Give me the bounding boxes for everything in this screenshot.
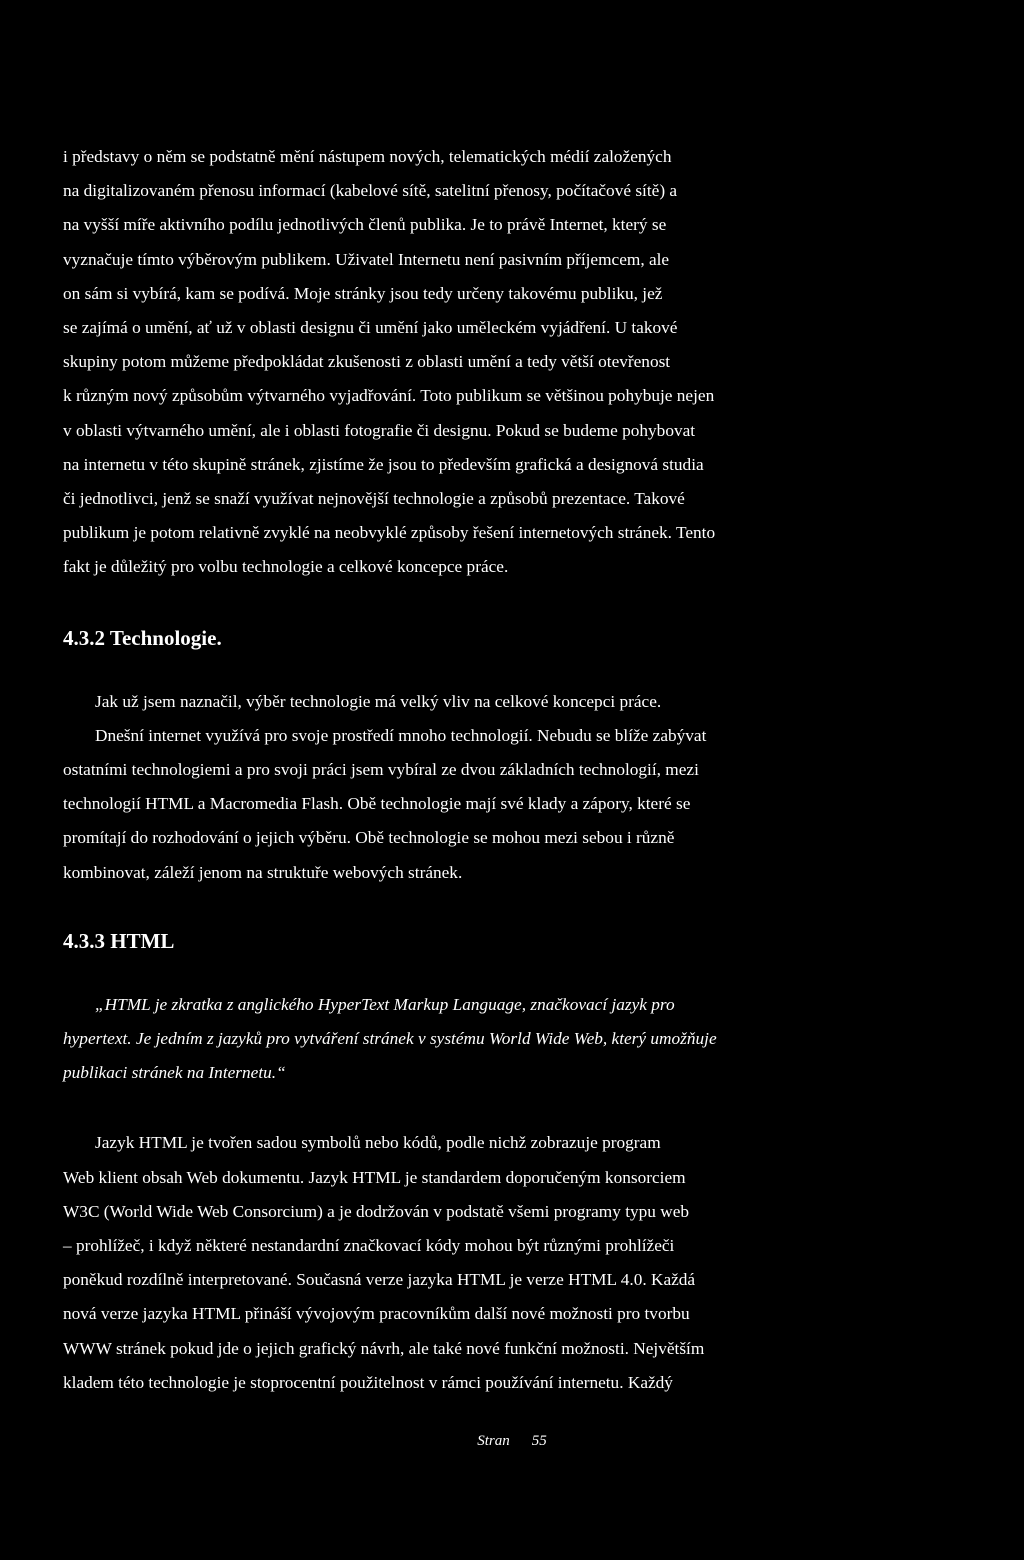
text-line: se zajímá o umění, ať už v oblasti designu či umění jako uměleckém vyjádření. U takové: [63, 318, 678, 338]
text-line: i představy o něm se podstatně mění nástupem nových, telematických médií založených: [63, 147, 672, 166]
text-line: technologií HTML a Macromedia Flash. Obě technologie mají své klady a zápory, které se: [63, 794, 691, 814]
section-heading-html: 4.3.3 HTML: [63, 928, 175, 953]
text-line: hypertext. Je jedním z jazyků pro vytváření stránek v systému World Wide Web, který umožňuje: [63, 1029, 717, 1049]
text-line: k různým nový způsobům výtvarného vyjadřování. Toto publikum se většinou pohybuje nejen: [63, 386, 715, 406]
page-footer: [0, 1433, 1024, 1450]
paragraph-audience: [63, 140, 963, 585]
paragraph-html: [63, 1126, 963, 1400]
text-line: na digitalizovaném přenosu informací (kabelové sítě, satelitní přenosy, počítačové sítě) a: [63, 181, 678, 201]
text-line: či jednotlivci, jenž se snaží využívat nejnovější technologie a způsobů prezentace. Takové: [63, 489, 685, 509]
text-line: na internetu v této skupině stránek, zjistíme že jsou to především grafická a designová studia: [63, 454, 704, 474]
text-line: on sám si vybírá, kam se podívá. Moje stránky jsou tedy určeny takovému publiku, jež: [63, 283, 663, 303]
text-line: promítají do rozhodování o jejich výběru. Obě technologie se mohou mezi sebou i různě: [63, 828, 675, 848]
text-line: Jak už jsem naznačil, výběr technologie má velký vliv na celkové koncepci práce.: [95, 691, 662, 711]
text-line: na vyšší míře aktivního podílu jednotlivých členů publika. Je to právě Internet, který se: [63, 215, 667, 235]
paragraph-technology: [63, 685, 963, 890]
text-line: Web klient obsah Web dokumentu. Jazyk HTML je standardem doporučeným konsorciem: [63, 1167, 686, 1187]
text-line: kombinovat, záleží jenom na struktuře webových stránek.: [63, 862, 463, 882]
text-line: skupiny potom můžeme předpokládat zkušenosti z oblasti umění a tedy větší otevřenost: [63, 352, 671, 372]
text-line: Jazyk HTML je tvořen sadou symbolů nebo kódů, podle nichž zobrazuje program: [95, 1133, 661, 1153]
text-line: v oblasti výtvarného umění, ale i oblasti fotografie či designu. Pokud se budeme pohybovat: [63, 420, 696, 440]
text-line: ostatními technologiemi a pro svoji práci jsem vybíral ze dvou základních technologií, mezi: [63, 760, 699, 780]
text-line: W3C (World Wide Web Consorcium) a je dodržován v podstatě všemi programy typu web: [63, 1201, 690, 1221]
text-line: publikum je potom relativně zvyklé na neobvyklé způsoby řešení internetových stránek. Tento: [63, 523, 716, 543]
text-line: „HTML je zkratka z anglického HyperText Markup Language, značkovací jazyk pro: [95, 994, 675, 1014]
document-page: [63, 140, 963, 1400]
page-label: Stran: [477, 1433, 510, 1449]
section-heading-technologie: 4.3.2 Technologie.: [63, 625, 222, 650]
text-line: – prohlížeč, i když některé nestandardní značkovací kódy mohou být různými prohlížeči: [63, 1236, 675, 1256]
text-line: poněkud rozdílně interpretované. Současná verze jazyka HTML je verze HTML 4.0. Každá: [63, 1270, 696, 1290]
text-line: publikaci stránek na Internetu.“: [63, 1063, 286, 1083]
page-number: 55: [531, 1433, 547, 1449]
text-line: nová verze jazyka HTML přináší vývojovým pracovníkům další nové možnosti pro tvorbu: [63, 1304, 690, 1324]
text-line: vyznačuje tímto výběrovým publikem. Uživatel Internetu není pasivním příjemcem, ale: [63, 249, 670, 269]
quote-html-definition: [63, 988, 963, 1091]
text-line: kladem této technologie je stoprocentní použitelnost v rámci používání internetu. Každý: [63, 1372, 673, 1392]
text-line: Dnešní internet využívá pro svoje prostředí mnoho technologií. Nebudu se blíže zabývat: [95, 725, 707, 745]
text-line: WWW stránek pokud jde o jejich grafický návrh, ale také nové funkční možnosti. Největším: [63, 1338, 705, 1358]
text-line: fakt je důležitý pro volbu technologie a celkové koncepce práce.: [63, 557, 509, 577]
